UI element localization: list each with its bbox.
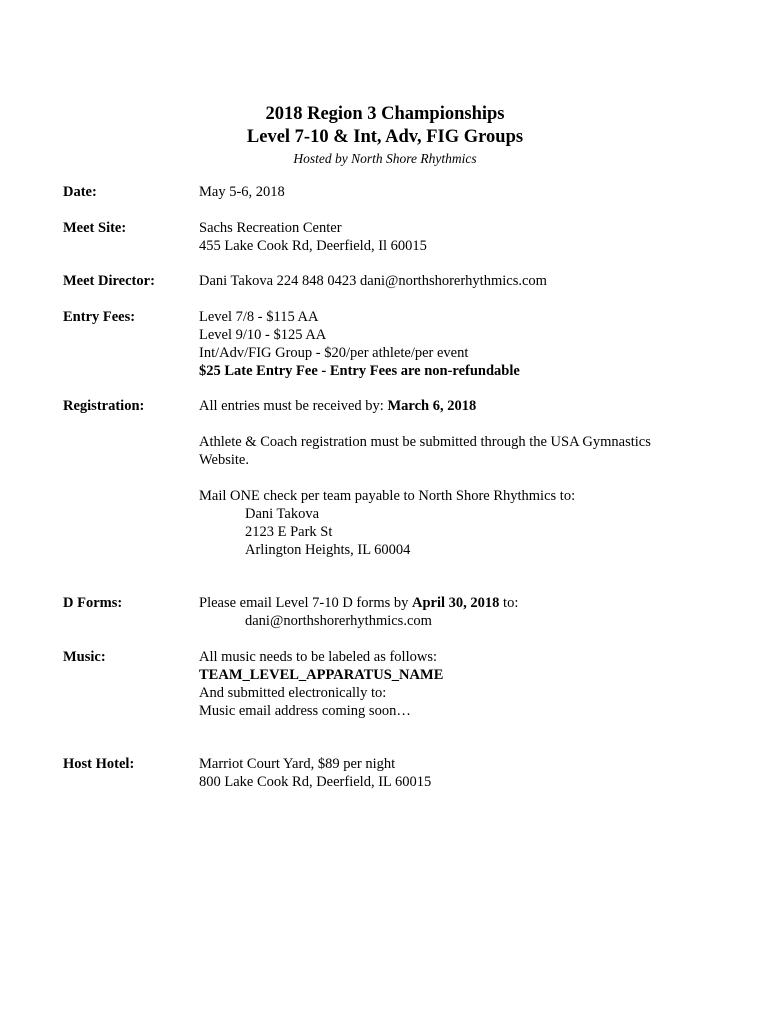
music-email-note: Music email address coming soon… (199, 703, 411, 719)
entry-fee-groups: Int/Adv/FIG Group - $20/per athlete/per event (199, 345, 469, 361)
registration-deadline-prefix: All entries must be received by: (199, 398, 388, 414)
late-entry-fee: $25 Late Entry Fee - Entry Fees are non-refundable (199, 363, 520, 379)
entry-fees-label: Entry Fees: (63, 309, 136, 325)
registration-deadline (199, 397, 739, 415)
d-forms-label: D Forms: (63, 595, 123, 611)
mail-recipient-name: Dani Takova (245, 506, 320, 522)
d-forms-suffix: to: (499, 595, 519, 611)
meet-site-name: Sachs Recreation Center (199, 220, 342, 236)
registration-label: Registration: (63, 398, 145, 414)
host-hotel-name: Marriot Court Yard, $89 per night (199, 756, 396, 772)
music-label: Music: (63, 649, 106, 665)
music-file-format: TEAM_LEVEL_APPARATUS_NAME (199, 667, 444, 683)
meet-site-address: 455 Lake Cook Rd, Deerfield, Il 60015 (199, 238, 427, 254)
meet-director-value: Dani Takova 224 848 0423 dani@northshorerhythmics.com (199, 273, 547, 289)
meet-site-label: Meet Site: (63, 220, 127, 236)
mail-check-note: Mail ONE check per team payable to North Shore Rhythmics to: (199, 488, 576, 504)
page-title: 2018 Region 3 Championships (265, 104, 505, 124)
mail-city: Arlington Heights, IL 60004 (245, 542, 411, 558)
host-hotel-address: 800 Lake Cook Rd, Deerfield, IL 60015 (199, 774, 432, 790)
host-subtitle: Hosted by North Shore Rhythmics (293, 151, 477, 166)
entry-fee-level-7-8: Level 7/8 - $115 AA (199, 309, 319, 325)
mail-street: 2123 E Park St (245, 524, 333, 540)
host-hotel-label: Host Hotel: (63, 756, 135, 772)
page-title-line2: Level 7-10 & Int, Adv, FIG Groups (246, 127, 524, 147)
music-submit-note: And submitted electronically to: (199, 685, 387, 701)
entry-fee-level-9-10: Level 9/10 - $125 AA (199, 327, 327, 343)
date-value: May 5-6, 2018 (199, 184, 285, 200)
date-label: Date: (63, 184, 97, 200)
d-forms-email: dani@northshorerhythmics.com (245, 613, 432, 629)
meet-director-label: Meet Director: (63, 273, 155, 289)
d-forms-deadline: April 30, 2018 (412, 595, 500, 611)
d-forms-prefix: Please email Level 7-10 D forms by (199, 595, 413, 611)
registration-deadline-date: March 6, 2018 (387, 398, 477, 414)
document-header (0, 103, 770, 169)
d-forms-instruction (199, 594, 739, 612)
usag-registration-note: Athlete & Coach registration must be submitted through the USA Gymnastics Website. (199, 434, 651, 468)
music-instruction: All music needs to be labeled as follows: (199, 649, 437, 665)
